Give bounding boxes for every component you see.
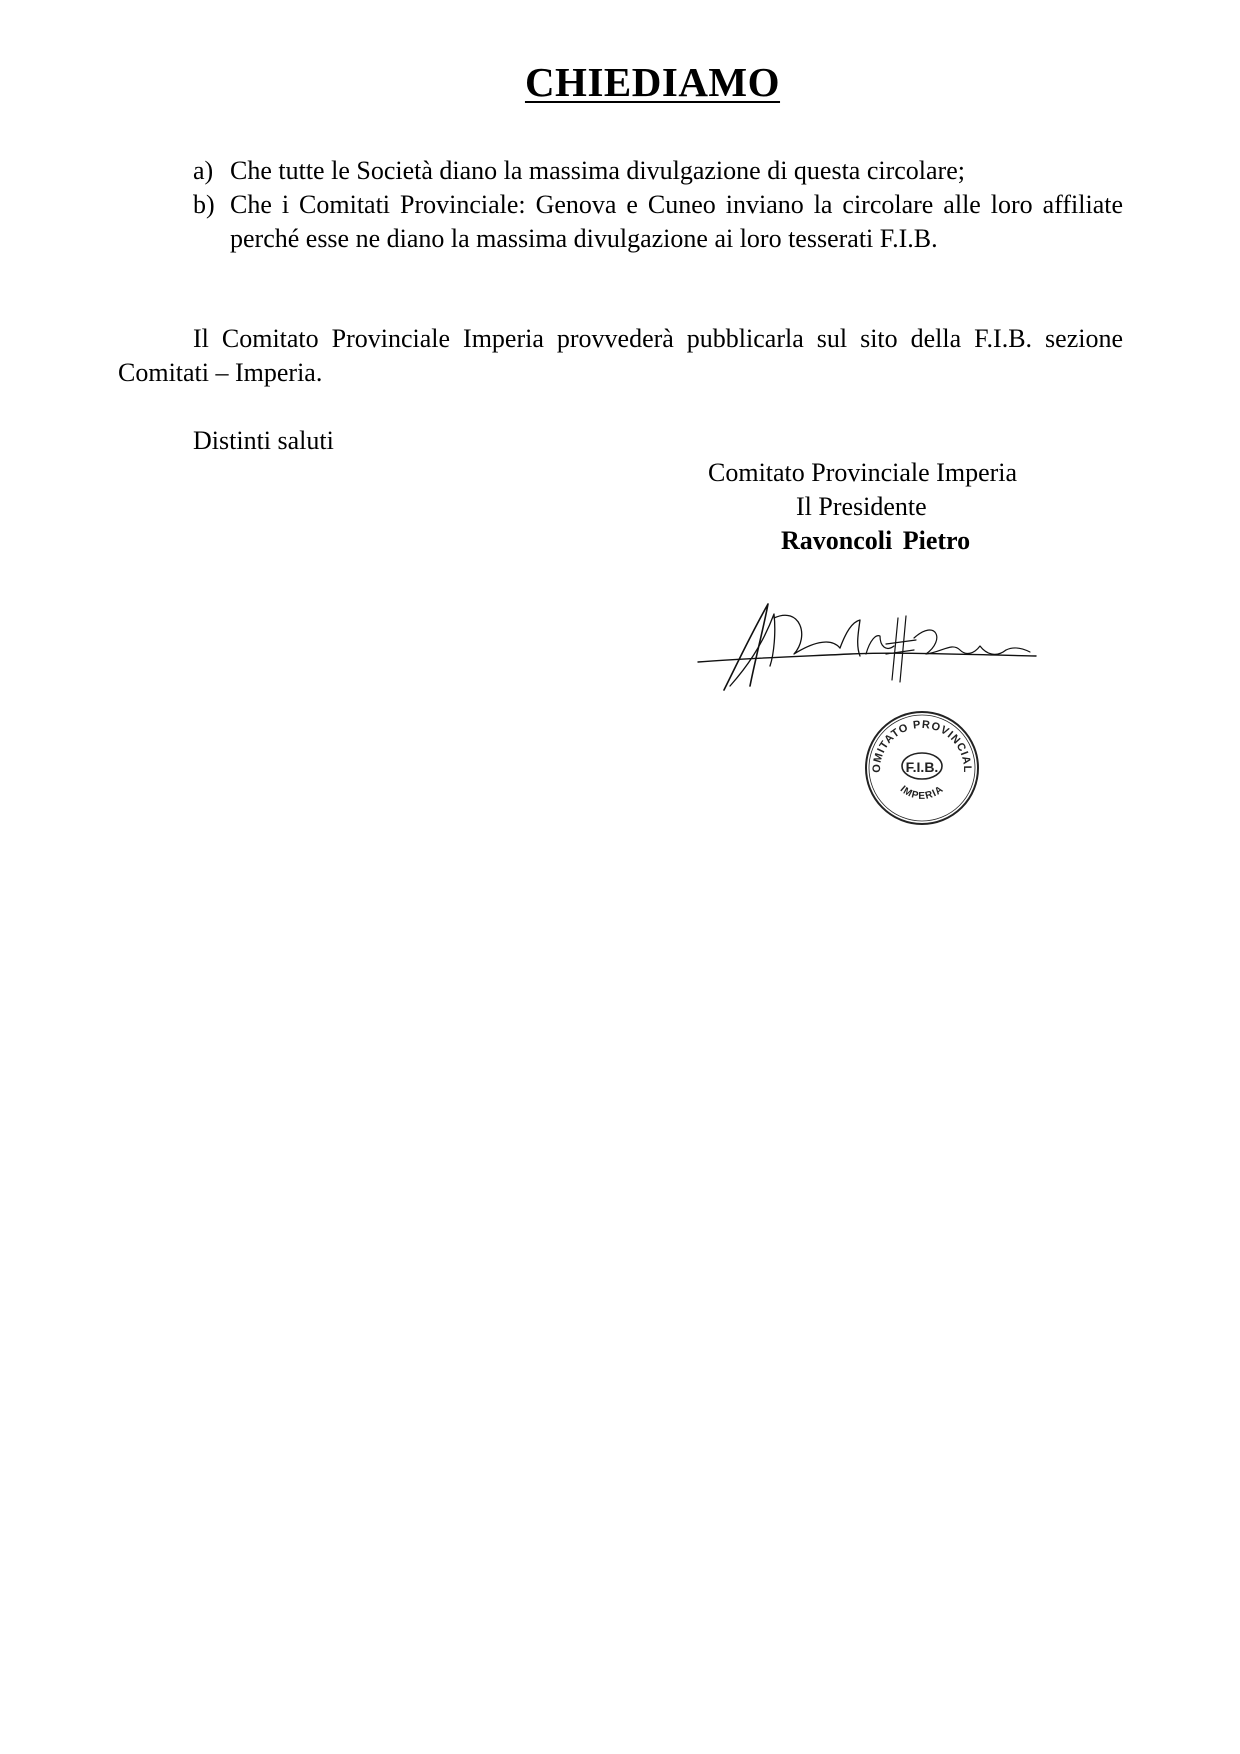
list-item xyxy=(193,154,1123,188)
list-item-text: Che tutte le Società diano la massima divulgazione di questa circolare; xyxy=(230,156,965,185)
page-title: CHIEDIAMO xyxy=(524,59,781,105)
list-item-text: Che i Comitati Provinciale: Genova e Cuneo inviano la circolare alle loro affiliate perché esse ne diano la massima divulgazione ai loro tesserati F.I.B. xyxy=(230,190,1123,253)
svg-text:IMPERIA xyxy=(898,784,946,802)
list-marker: b) xyxy=(193,190,215,219)
closing-salutation: Distinti saluti xyxy=(193,426,334,455)
stamp-graphic xyxy=(862,708,982,828)
handwritten-signature xyxy=(690,596,1050,696)
stamp-bottom-text: IMPERIA xyxy=(897,783,947,802)
list-marker: a) xyxy=(193,156,214,185)
stamp-outer-text: OMITATO PROVINCIAL xyxy=(870,718,974,774)
signatory-name: Ravoncoli Pietro xyxy=(781,526,971,555)
official-stamp xyxy=(862,708,982,828)
signatory-role: Il Presidente xyxy=(796,492,927,521)
list-item xyxy=(193,188,1123,256)
stamp-center-text: F.I.B. xyxy=(905,759,939,775)
body-paragraph: Il Comitato Provinciale Imperia provvederà pubblicarla sul sito della F.I.B. sezione Comitati – Imperia. xyxy=(118,324,1123,387)
signatory-organization: Comitato Provinciale Imperia xyxy=(708,458,1018,487)
request-list xyxy=(193,154,1123,256)
